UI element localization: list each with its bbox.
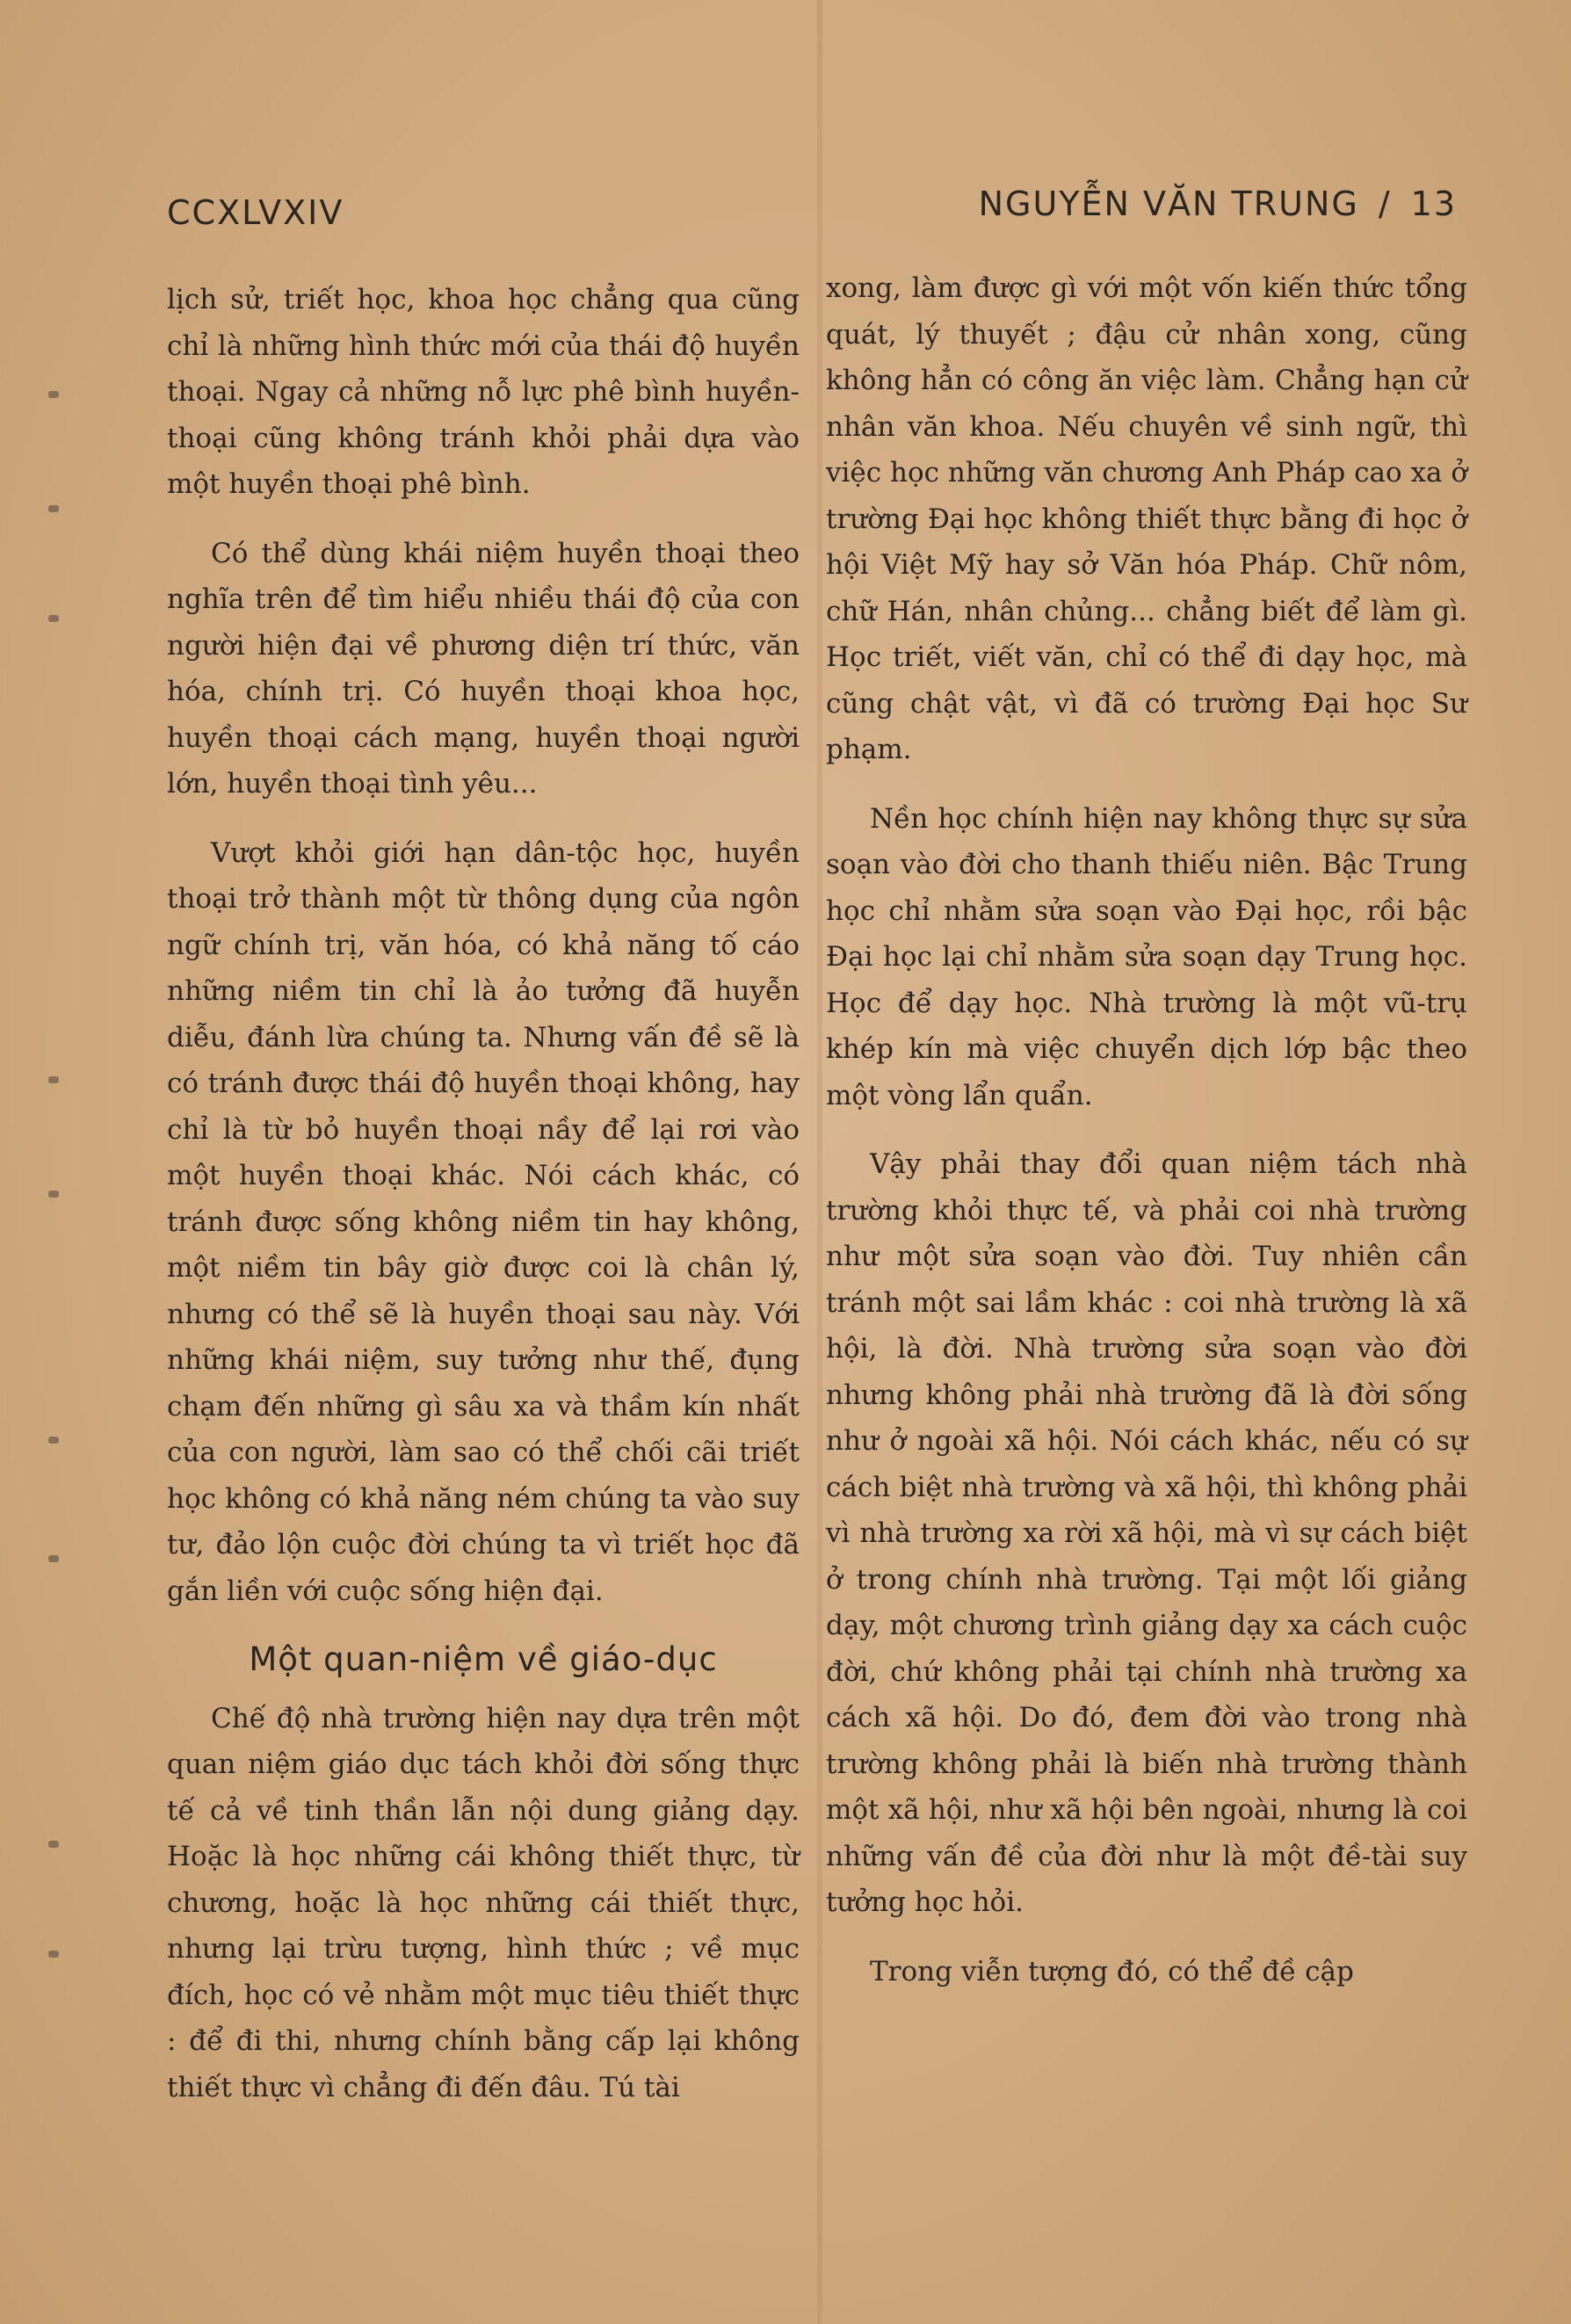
paragraph: Trong viễn tượng đó, có thể đề cập [870,1955,1354,1987]
paragraph: Vượt khỏi giới hạn dân-tộc học, huyền thoại trở thành một từ thông dụng của ngôn ngữ chính trị, văn hóa, có khả năng tố cáo những niềm tin chỉ là ảo tưởng đã huyễn diễu, đánh lừa chúng ta. Nhưng vấn đề sẽ là có tránh được thái độ huyền thoại không, hay chỉ là từ bỏ huyền thoại nầy để lại rơi vào một huyền thoại khác. Nói cách khác, có tránh được sống không niềm tin hay không, một niềm tin bây giờ được coi là chân lý, nhưng có thể sẽ là huyền thoại sau này. Với những khái niệm, suy tưởng như thế, đụng chạm đến những gì sâu xa và thầm kín nhất của con người, làm sao có thể chối cãi triết học không có khả năng ném chúng ta vào suy tư, đảo lộn cuộc đời chúng ta vì triết học đã gắn liền với cuộc sống hiện đại. [167,836,800,1607]
paragraph: Chế độ nhà trường hiện nay dựa trên một quan niệm giáo dục tách khỏi đời sống thực tế cả về tinh thần lẫn nội dung giảng dạy. Hoặc là học những cái không thiết thực, từ chương, hoặc là học những cái thiết thực, nhưng lại trừu tượng, hình thức ; về mục đích, học có vẻ nhằm một mục tiêu thiết thực : để đi thi, nhưng chính bằng cấp lại không thiết thực vì chẳng đi đến đâu. Tú tài [167,1702,800,2103]
right-column [826,265,1467,2017]
margin-mark [48,1191,59,1198]
header-right [959,185,1457,223]
header-separator: / [1378,185,1392,223]
paragraph: Có thể dùng khái niệm huyền thoại theo nghĩa trên để tìm hiểu nhiều thái độ của con người hiện đại về phương diện trí thức, văn hóa, chính trị. Có huyền thoại khoa học, huyền thoại cách mạng, huyền thoại người lớn, huyền thoại tình yêu... [167,537,800,800]
paragraph: xong, làm được gì với một vốn kiến thức tổng quát, lý thuyết ; đậu cử nhân xong, cũng không hẳn có công ăn việc làm. Chẳng hạn cử nhân văn khoa. Nếu chuyên về sinh ngữ, thì việc học những văn chương Anh Pháp cao xa ở trường Đại học không thiết thực bằng đi học ở hội Việt Mỹ hay sở Văn hóa Pháp. Chữ nôm, chữ Hán, nhân chủng... chẳng biết để làm gì. Học triết, viết văn, chỉ có thể đi dạy học, mà cũng chật vật, vì đã có trường Đại học Sư phạm. [826,272,1467,765]
margin-mark [48,1076,59,1083]
paragraph: Vậy phải thay đổi quan niệm tách nhà trường khỏi thực tế, và phải coi nhà trường như một sửa soạn vào đời. Tuy nhiên cần tránh một sai lầm khác : coi nhà trường là xã hội, là đời. Nhà trường sửa soạn vào đời nhưng không phải nhà trường đã là đời sống như ở ngoài xã hội. Nói cách khác, nếu có sự cách biệt nhà trường và xã hội, thì không phải vì nhà trường xa rời xã hội, mà vì sự cách biệt ở trong chính nhà trường. Tại một lối giảng dạy, một chương trình giảng dạy xa cách cuộc đời, chứ không phải tại chính nhà trường xa cách xã hội. Do đó, đem đời vào trong nhà trường không phải là biến nhà trường thành một xã hội, như xã hội bên ngoài, nhưng là coi những vấn đề của đời như là một đề-tài suy tưởng học hỏi. [826,1148,1467,1918]
margin-mark [48,1951,59,1958]
margin-mark [48,1841,59,1848]
margin-mark [48,505,59,512]
left-column [167,277,800,2133]
margin-mark [48,1437,59,1444]
column-gutter [817,0,822,2324]
running-header [167,185,1457,237]
section-heading: Một quan-niệm về giáo-dục [249,1640,718,1678]
margin-mark [48,391,59,398]
header-left-label: CCXLVXIV [167,193,344,232]
paragraph: lịch sử, triết học, khoa học chẳng qua cũng chỉ là những hình thức mới của thái độ huyền thoại. Ngay cả những nỗ lực phê bình huyền-thoại cũng không tránh khỏi phải dựa vào một huyền thoại phê bình. [167,284,800,500]
paragraph: Nền học chính hiện nay không thực sự sửa soạn vào đời cho thanh thiếu niên. Bậc Trung học chỉ nhằm sửa soạn vào Đại học, rồi bậc Đại học lại chỉ nhằm sửa soạn dạy Trung học. Học để dạy học. Nhà trường là một vũ-trụ khép kín mà việc chuyển dịch lớp bậc theo một vòng lẩn quẩn. [826,802,1467,1111]
margin-mark [48,1555,59,1562]
header-author: NGUYỄN VĂN TRUNG [978,185,1359,223]
margin-mark [48,615,59,622]
page-number: 13 [1410,185,1457,223]
